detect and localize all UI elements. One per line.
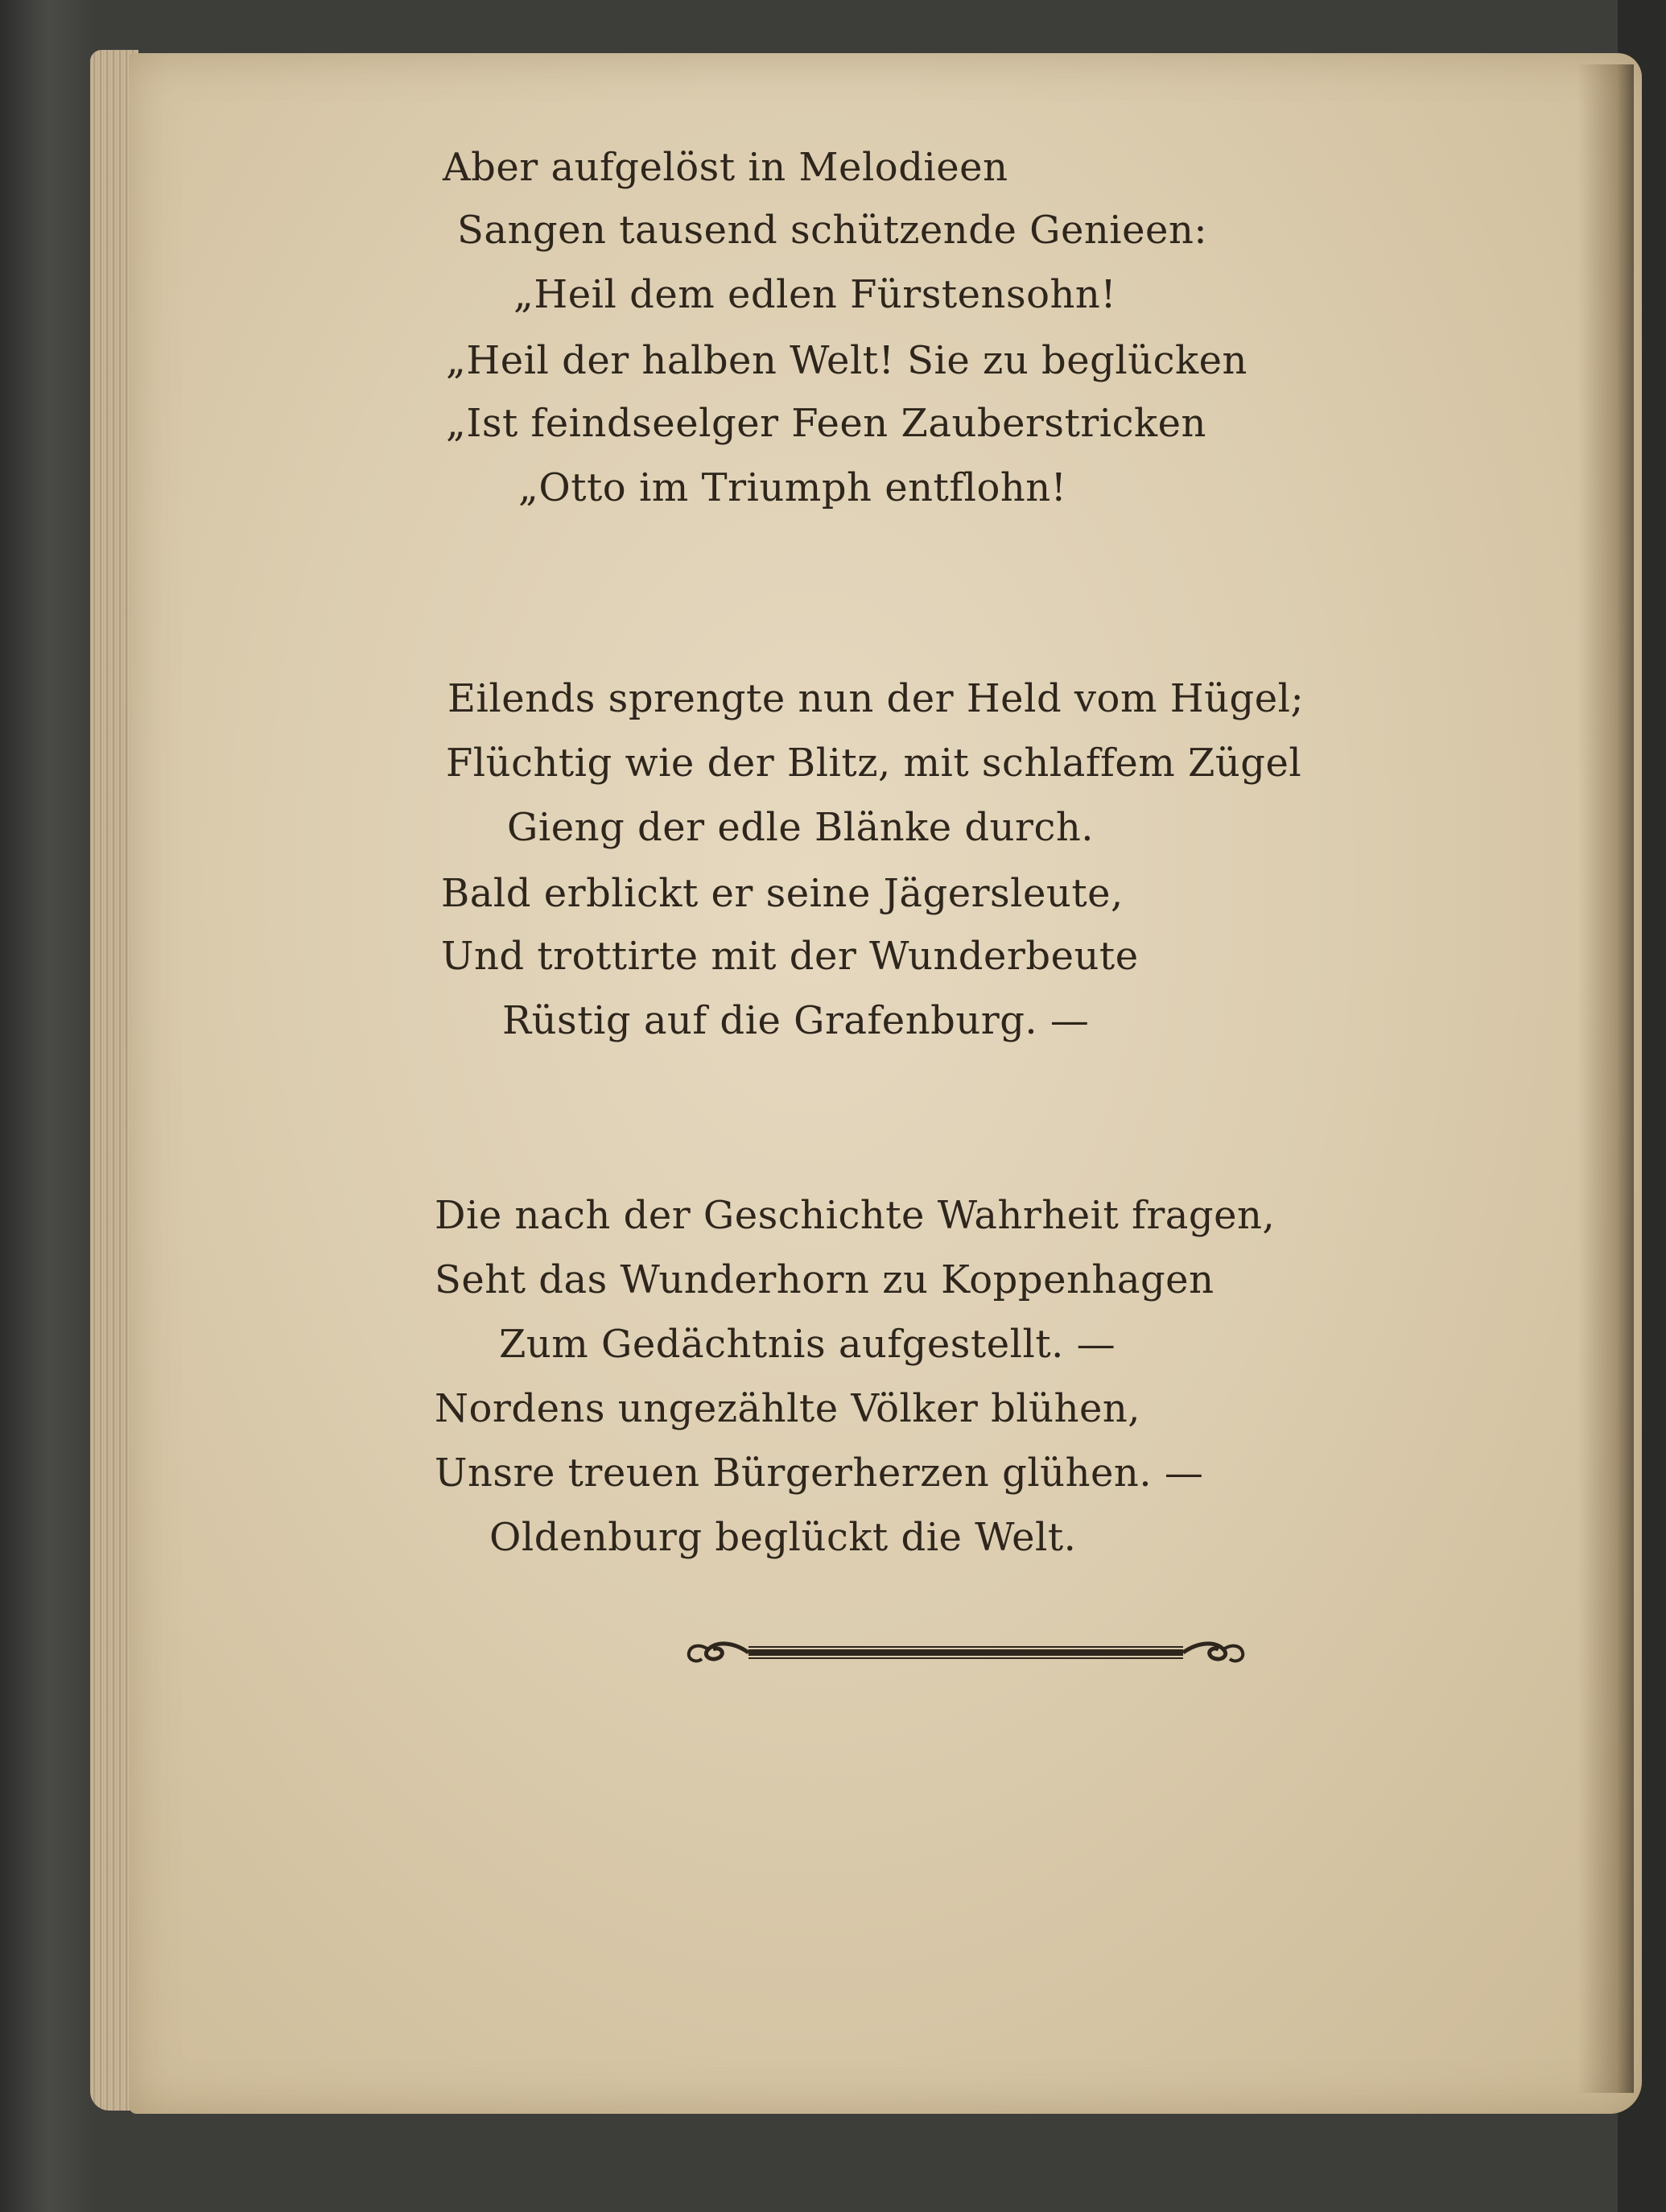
tailpiece-ornament: [684, 1638, 1247, 1667]
poem-line: Rüstig auf die Grafenburg. —: [502, 998, 1090, 1043]
poem-line: Unsre treuen Bürgerherzen glühen. —: [435, 1451, 1204, 1496]
poem-line: Und trottirte mit der Wunderbeute: [441, 934, 1139, 979]
poem-line: Flüchtig wie der Blitz, mit schlaffem Zügel: [446, 741, 1302, 786]
poem-line: Nordens ungezählte Völker blühen,: [435, 1386, 1141, 1431]
poem-line: Gieng der edle Blänke durch.: [507, 805, 1095, 850]
poem-line: Eilends sprengte nun der Held vom Hügel;: [447, 676, 1305, 721]
poem-line: Bald erblickt er seine Jägersleute,: [441, 871, 1124, 916]
book-gutter-shadow: [1577, 64, 1634, 2093]
poem-line: Die nach der Geschichte Wahrheit fragen,: [435, 1193, 1276, 1238]
poem-line: Zum Gedächtnis aufgestellt. —: [499, 1322, 1116, 1367]
poem-line: Sangen tausend schützende Genieen:: [457, 208, 1208, 253]
poem-line: „Otto im Triumph entflohn!: [518, 465, 1067, 510]
poem-line: Seht das Wunderhorn zu Koppenhagen: [435, 1257, 1214, 1302]
poem-line: „Heil dem edlen Fürstensohn!: [513, 272, 1117, 317]
poem-line: Oldenburg beglückt die Welt.: [489, 1515, 1077, 1560]
poem-line: Aber aufgelöst in Melodieen: [443, 145, 1008, 190]
poem-line: „Heil der halben Welt! Sie zu beglücken: [446, 338, 1247, 383]
poem-line: „Ist feindseelger Feen Zauberstricken: [446, 401, 1206, 446]
